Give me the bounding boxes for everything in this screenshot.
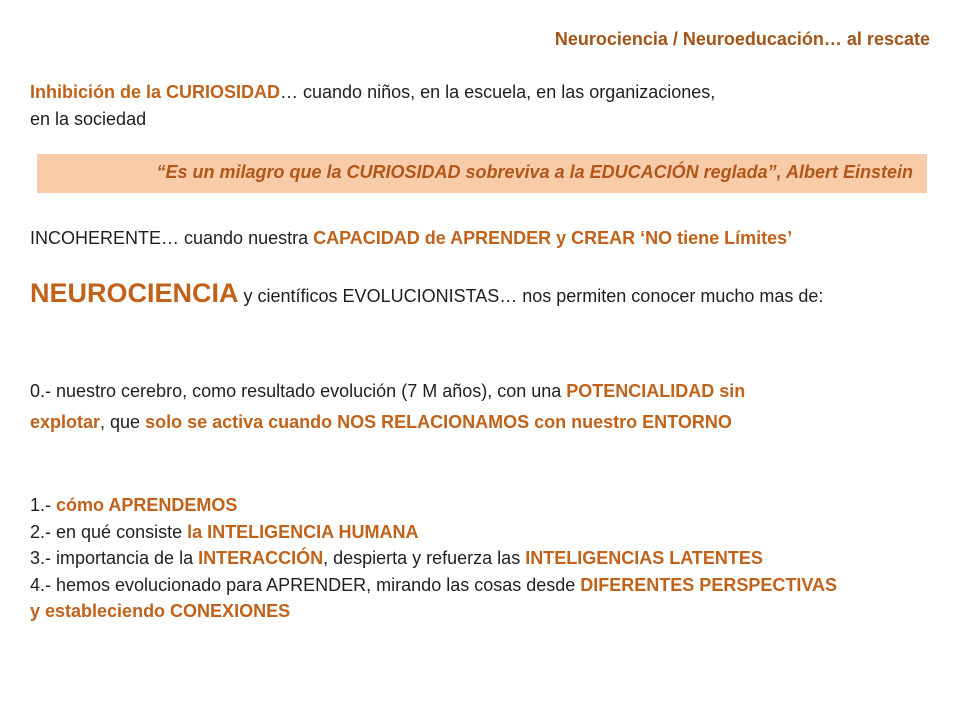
list-item-highlight: INTERACCIÓN <box>198 548 324 568</box>
list-item <box>30 598 837 625</box>
brain-paragraph <box>30 376 745 438</box>
list-item <box>30 492 837 519</box>
neuroscience-text: y científicos EVOLUCIONISTAS… nos permiten conocer mucho mas de: <box>238 286 824 306</box>
exploit-highlight: explotar <box>30 412 101 432</box>
brain-text: 0.- nuestro cerebro, como resultado evolución (7 M años), con una <box>30 381 567 401</box>
neuroscience-heading: NEUROCIENCIA <box>30 278 239 308</box>
curiosity-paragraph <box>30 79 715 133</box>
curiosity-text-line2: en la sociedad <box>30 109 147 129</box>
list-item-highlight: INTELIGENCIAS LATENTES <box>525 548 763 568</box>
curiosity-highlight: Inhibición de la CURIOSIDAD <box>30 82 281 102</box>
einstein-quote: “Es un milagro que la CURIOSIDAD sobreviva a la EDUCACIÓN reglada”, Albert Einstein <box>156 162 913 182</box>
slide-title: Neurociencia / Neuroeducación… al rescate <box>554 29 930 49</box>
list-item-highlight: y estableciendo CONEXIONES <box>30 601 291 621</box>
brain-text-2: , que <box>100 412 146 432</box>
incoherent-text: INCOHERENTE… cuando nuestra <box>30 228 314 248</box>
list-item-text: 3.- importancia de la <box>30 548 199 568</box>
list-item <box>30 519 837 546</box>
activation-highlight: solo se activa cuando NOS RELACIONAMOS con nuestro ENTORNO <box>145 412 732 432</box>
incoherent-paragraph <box>30 225 792 252</box>
list-item-text: 2.- en qué consiste <box>30 521 188 542</box>
list-item <box>30 572 837 599</box>
curiosity-text: … cuando niños, en la escuela, en las organizaciones, <box>280 82 716 102</box>
list-item-highlight: cómo APRENDEMOS <box>56 495 238 515</box>
list-item-highlight: DIFERENTES PERSPECTIVAS <box>580 574 838 595</box>
list-item <box>30 545 837 572</box>
neuroscience-paragraph <box>30 280 823 310</box>
list-item-text: , despierta y refuerza las <box>323 548 526 568</box>
list-item-highlight: la INTELIGENCIA HUMANA <box>187 521 419 542</box>
quote-box <box>37 154 927 193</box>
list-item-text: 4.- hemos evolucionado para APRENDER, mirando las cosas desde <box>30 574 581 595</box>
potential-highlight: POTENCIALIDAD sin <box>566 381 746 401</box>
capacity-highlight: CAPACIDAD de APRENDER y CREAR ‘NO tiene Límites’ <box>313 228 793 248</box>
list-item-text: 1.- <box>30 495 57 515</box>
topics-list <box>30 492 837 625</box>
